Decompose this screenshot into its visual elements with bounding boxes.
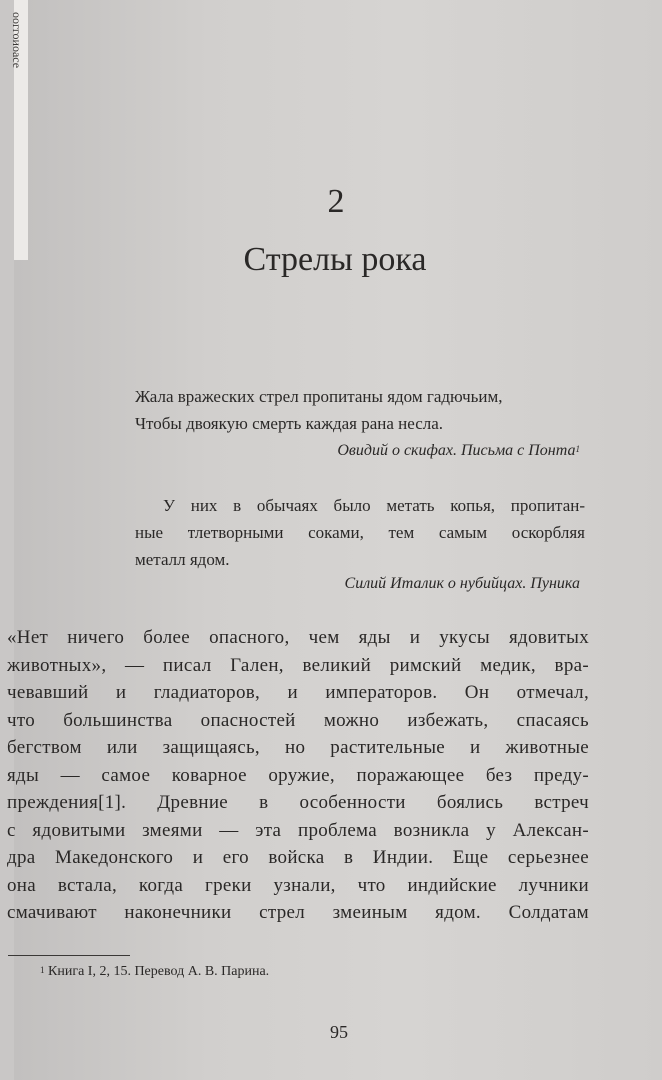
body-line: с ядовитыми змеями — эта проблема возникла у Алексан- <box>7 819 589 841</box>
body-text <box>7 624 589 927</box>
body-line: что большинства опасностей можно избежать, спасаясь <box>7 709 589 731</box>
epigraph-1-attribution <box>337 440 580 462</box>
body-line: смачивают наконечники стрел змеиным ядом. Солдатам <box>7 902 589 923</box>
epigraph-2-line: ные тлетворными соками, тем самым оскорбляя <box>135 523 585 542</box>
footnote-divider <box>8 955 130 956</box>
epigraph-1-line: Жала вражеских стрел пропитаны ядом гадючьим, <box>135 387 503 406</box>
epigraph-2-attribution: Силий Италик о нубийцах. Пуника <box>344 575 580 592</box>
footnote-text: Книга I, 2, 15. Перевод А. В. Парина. <box>48 964 270 979</box>
body-line: «Нет ничего более опасного, чем яды и укусы ядовитых <box>7 627 589 648</box>
body-line: преждения[1]. Древние в особенности боялись встреч <box>7 792 589 813</box>
body-line: животных», — писал Гален, великий римский медик, вра- <box>7 654 589 676</box>
footnote <box>40 962 269 982</box>
body-line: дра Македонского и его войска в Индии. Еще серьезнее <box>7 847 589 868</box>
chapter-title: Стрелы рока <box>243 241 427 278</box>
chapter-number: 2 <box>327 183 345 220</box>
adjacent-page-text: ооггоиоасе <box>10 12 24 69</box>
epigraph-2 <box>135 492 585 573</box>
body-line: чевавший и гладиаторов, и императоров. Он отмечал, <box>7 682 589 703</box>
body-line: она встала, когда греки узнали, что индийские лучники <box>7 874 589 896</box>
epigraph-1 <box>135 383 585 437</box>
footnote-reference: 1 <box>575 444 580 454</box>
footnote-marker: 1 <box>40 965 45 975</box>
epigraph-2-line: У них в обычаях было метать копья, пропитан- <box>163 496 585 515</box>
epigraph-2-line: металл ядом. <box>135 550 230 569</box>
page-number: 95 <box>330 1022 348 1042</box>
body-line: бегством или защищаясь, но растительные и животные <box>7 737 589 758</box>
epigraph-1-line: Чтобы двоякую смерть каждая рана несла. <box>135 414 444 433</box>
body-line: яды — самое коварное оружие, поражающее без преду- <box>7 764 589 786</box>
epigraph-1-attribution-text: Овидий о скифах. Письма с Понта <box>337 442 576 459</box>
